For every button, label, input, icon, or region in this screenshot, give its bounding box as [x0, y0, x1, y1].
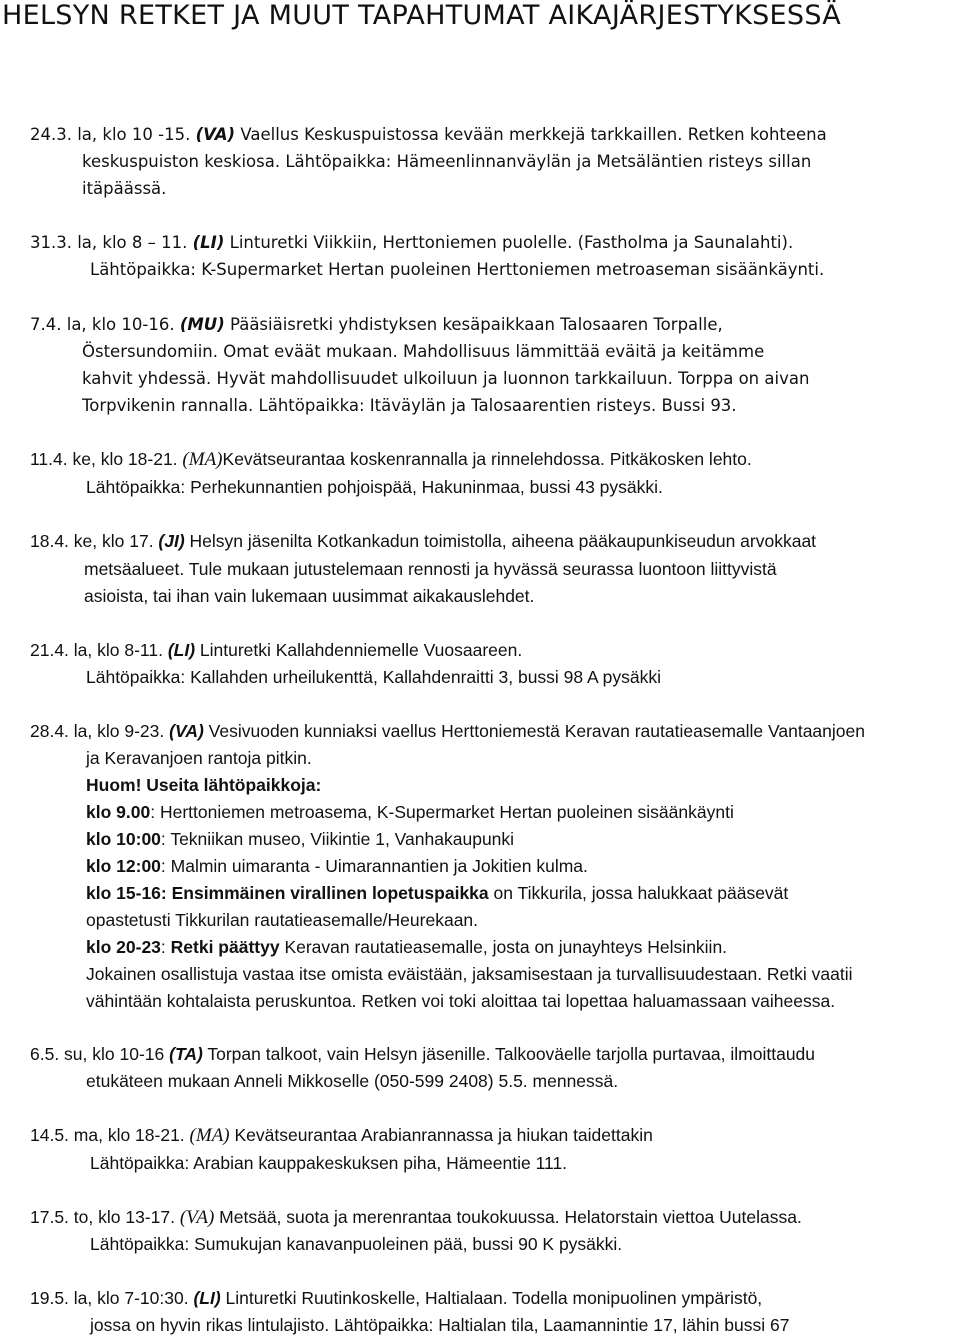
text-segment: 17.5. to, klo 13-17.: [30, 1207, 180, 1227]
text-segment: Vaellus Keskuspuistossa kevään merkkejä tarkkaillen. Retken kohteena: [235, 125, 827, 144]
text-segment: kahvit yhdessä. Hyvät mahdollisuudet ulkoiluun ja luonnon tarkkailuun. Torppa on aivan: [82, 369, 810, 388]
text-segment: Lähtöpaikka: Perhekunnantien pohjoispää, Hakuninmaa, bussi 43 pysäkki.: [86, 477, 663, 497]
text-segment: 6.5. su, klo 10-16: [30, 1044, 170, 1064]
event-heading-line: [30, 720, 865, 742]
event-detail-line: [86, 1070, 618, 1092]
event-detail-line: [84, 558, 777, 580]
text-segment: : Malmin uimaranta - Uimarannantien ja Jokitien kulma.: [160, 856, 588, 876]
page-title: HELSYN RETKET JA MUUT TAPAHTUMAT AIKAJÄRJESTYKSESSÄ: [2, 0, 842, 31]
event-detail-line: [90, 1233, 622, 1255]
event-detail-line: [82, 178, 166, 200]
text-segment: on Tikkurila, jossa halukkaat pääsevät: [488, 883, 789, 903]
text-segment: 31.3. la, klo 8 – 11.: [30, 233, 193, 252]
event-heading-line: [30, 1287, 762, 1309]
text-segment: Torpvikenin rannalla. Lähtöpaikka: Itäväylän ja Talosaarentien risteys. Bussi 93.: [82, 396, 737, 415]
activity-code: (TA): [169, 1044, 203, 1064]
text-segment: : Herttoniemen metroasema, K-Supermarket Hertan puoleinen sisäänkäynti: [150, 802, 734, 822]
event-detail-line: [86, 963, 853, 985]
text-segment: :: [160, 937, 171, 957]
event-detail-line: [86, 801, 734, 823]
event-heading-line: [30, 448, 752, 471]
text-segment: Vesivuoden kunniaksi vaellus Herttoniemestä Keravan rautatieasemalle Vantaanjoen: [203, 721, 865, 741]
activity-code: (LI): [193, 1288, 221, 1308]
event-detail-line: [82, 341, 764, 363]
text-segment: asioista, tai ihan vain lukemaan uusimmat aikakauslehdet.: [84, 586, 535, 606]
bold-text: Huom! Useita lähtöpaikkoja:: [86, 775, 322, 795]
text-segment: 7.4. la, klo 10-16.: [30, 315, 180, 334]
event-detail-line: [86, 666, 661, 688]
text-segment: Linturetki Viikkiin, Herttoniemen puolelle. (Fastholma ja Saunalahti).: [224, 233, 794, 252]
event-detail-line: [86, 747, 312, 769]
text-segment: Lähtöpaikka: Arabian kauppakeskuksen piha, Hämeentie 111.: [90, 1153, 568, 1173]
text-segment: Kevätseurantaa koskenrannalla ja rinnelehdossa. Pitkäkosken lehto.: [222, 449, 752, 469]
bold-text: klo 20-23: [86, 937, 161, 957]
activity-code: (VA): [169, 721, 204, 741]
text-segment: 24.3. la, klo 10 -15.: [30, 125, 196, 144]
text-segment: jossa on hyvin rikas lintulajisto. Lähtöpaikka: Haltialan tila, Laamannintie 17, lähin bussi 67: [90, 1315, 790, 1335]
event-heading-line: [30, 530, 816, 552]
event-detail-line: [82, 368, 809, 390]
text-segment: Torpan talkoot, vain Helsyn jäsenille. Talkooväelle tarjolla purtavaa, ilmoittaudu: [202, 1044, 816, 1064]
text-segment: Metsää, suota ja merenrantaa toukokuussa. Helatorstain viettoa Uutelassa.: [214, 1207, 802, 1227]
event-detail-line: [86, 909, 478, 931]
event-detail-line: [86, 828, 514, 850]
event-detail-line: [84, 585, 534, 607]
activity-code: (JI): [158, 531, 185, 551]
text-segment: Kevätseurantaa Arabianrannassa ja hiukan taidettakin: [229, 1125, 653, 1145]
text-segment: Lähtöpaikka: Sumukujan kanavanpuoleinen pää, bussi 90 K pysäkki.: [90, 1234, 623, 1254]
text-segment: vähintään kohtalaista peruskuntoa. Retken voi toki aloittaa tai lopettaa haluamassaan vaiheessa.: [86, 991, 836, 1011]
text-segment: Helsyn jäsenilta Kotkankadun toimistolla, aiheena pääkaupunkiseudun arvokkaat: [184, 531, 817, 551]
text-segment: 18.4. ke, klo 17.: [30, 531, 159, 551]
text-segment: Linturetki Kallahdenniemelle Vuosaareen.: [195, 640, 523, 660]
text-segment: etukäteen mukaan Anneli Mikkoselle (050-599 2408) 5.5. mennessä.: [86, 1071, 619, 1091]
text-segment: Jokainen osallistuja vastaa itse omista eväistään, jaksamisestaan ja turvallisuudestaan. Retki vaatii: [86, 964, 853, 984]
activity-code: (MA): [182, 449, 223, 470]
activity-code: (MU): [179, 315, 225, 334]
text-segment: 11.4. ke, klo 18-21.: [30, 449, 183, 469]
text-segment: 14.5. ma, klo 18-21.: [30, 1125, 190, 1145]
event-detail-line: [86, 476, 663, 498]
event-heading-line: [30, 639, 522, 661]
bold-text: klo 12:00: [86, 856, 161, 876]
text-segment: metsäalueet. Tule mukaan jutustelemaan rennosti ja hyvässä seurassa luontoon liittyvistä: [84, 559, 777, 579]
text-segment: ja Keravanjoen rantoja pitkin.: [86, 748, 312, 768]
bold-text: klo 15-16: Ensimmäinen virallinen lopetuspaikka: [86, 883, 489, 903]
event-detail-line: [86, 990, 835, 1012]
activity-code: (VA): [179, 1207, 215, 1228]
text-segment: Pääsiäisretki yhdistyksen kesäpaikkaan Talosaaren Torpalle,: [224, 315, 723, 334]
event-detail-line: [82, 151, 811, 173]
event-detail-line: [90, 1152, 567, 1174]
event-heading-line: [30, 1206, 802, 1229]
text-segment: itäpäässä.: [82, 179, 167, 198]
text-segment: Lähtöpaikka: Kallahden urheilukenttä, Kallahdenraitti 3, bussi 98 A pysäkki: [86, 667, 661, 687]
event-detail-line: [86, 855, 588, 877]
text-segment: 21.4. la, klo 8-11.: [30, 640, 168, 660]
text-segment: Keravan rautatieasemalle, josta on junayhteys Helsinkiin.: [279, 937, 728, 957]
text-segment: Östersundomiin. Omat eväät mukaan. Mahdollisuus lämmittää eväitä ja keitämme: [82, 342, 765, 361]
event-heading-line: [30, 1043, 815, 1065]
bold-text: Retki päättyy: [170, 937, 280, 957]
event-detail-line: [86, 882, 788, 904]
activity-code: (MA): [189, 1125, 230, 1146]
text-segment: Lähtöpaikka: K-Supermarket Hertan puoleinen Herttoniemen metroaseman sisäänkäynti.: [90, 260, 825, 279]
text-segment: Linturetki Ruutinkoskelle, Haltialaan. Todella monipuolinen ympäristö,: [220, 1288, 763, 1308]
event-detail-line: [86, 774, 321, 796]
activity-code: (VA): [195, 125, 236, 144]
activity-code: (LI): [192, 233, 225, 252]
text-segment: 28.4. la, klo 9-23.: [30, 721, 170, 741]
text-segment: : Tekniikan museo, Viikintie 1, Vanhakaupunki: [160, 829, 515, 849]
text-segment: keskuspuiston keskiosa. Lähtöpaikka: Hämeenlinnanväylän ja Metsäläntien risteys sillan: [82, 152, 812, 171]
activity-code: (LI): [167, 640, 196, 660]
event-detail-line: [86, 936, 727, 958]
bold-text: klo 10:00: [86, 829, 161, 849]
event-heading-line: [30, 1124, 653, 1147]
event-heading-line: [30, 232, 793, 254]
text-segment: 19.5. la, klo 7-10:30.: [30, 1288, 194, 1308]
event-detail-line: [82, 395, 737, 417]
event-detail-line: [90, 259, 824, 281]
event-heading-line: [30, 124, 827, 146]
event-detail-line: [90, 1314, 789, 1336]
event-heading-line: [30, 314, 723, 336]
bold-text: klo 9.00: [86, 802, 151, 822]
text-segment: opastetusti Tikkurilan rautatieasemalle/Heurekaan.: [86, 910, 479, 930]
